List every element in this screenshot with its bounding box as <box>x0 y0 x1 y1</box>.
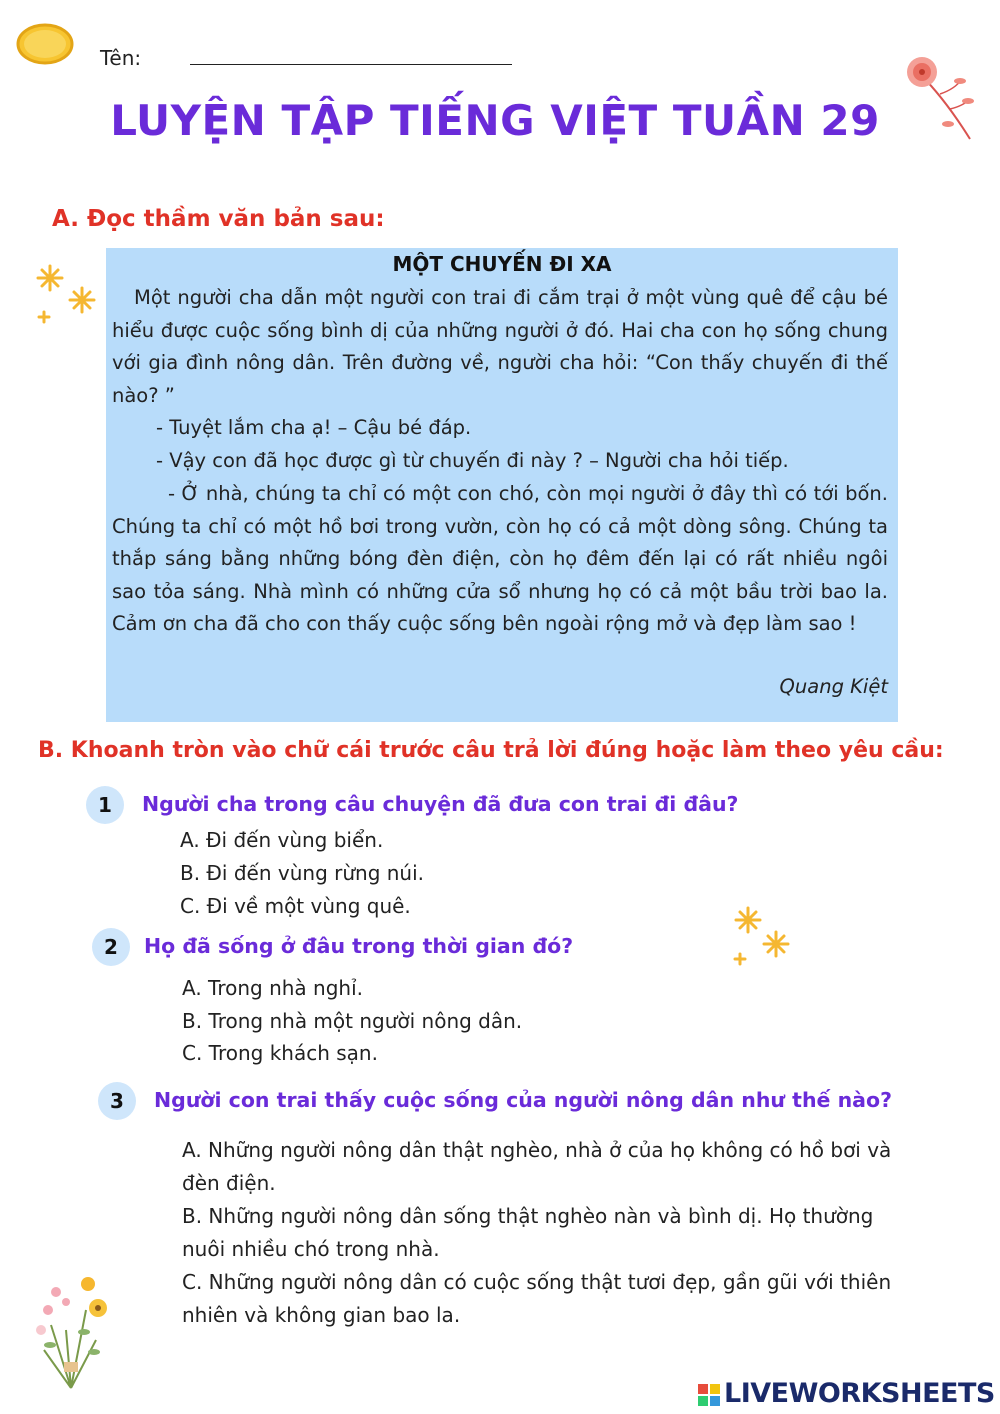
question-2-option-c[interactable]: C. Trong khách sạn. <box>182 1041 378 1065</box>
question-1-option-a[interactable]: A. Đi đến vùng biển. <box>180 828 384 852</box>
name-input-line[interactable] <box>190 64 512 65</box>
story-paragraph-1: Một người cha dẫn một người con trai đi cắm trại ở một vùng quê để cậu bé hiểu được cuộc sống bình dị của những người ở đó. Hai cha con họ sống chung với gia đình nông dân. Trên đường về, người cha hỏi: “Con thấy chuyến đi thế nào? ” <box>112 286 888 407</box>
question-3-option-c[interactable]: C. Những người nông dân có cuộc sống thật tươi đẹp, gần gũi với thiên nhiên và không gian bao la. <box>182 1270 892 1327</box>
question-1-option-b[interactable]: B. Đi đến vùng rừng núi. <box>180 861 425 885</box>
yellow-sparkle-decoration-icon-2 <box>728 904 798 968</box>
story-title: MỘT CHUYẾN ĐI XA <box>392 252 612 276</box>
question-2-option-b[interactable]: B. Trong nhà một người nông dân. <box>182 1009 523 1033</box>
section-b-heading: B. Khoanh tròn vào chữ cái trước câu trả lời đúng hoặc làm theo yêu cầu: <box>38 738 944 763</box>
page-title: LUYỆN TẬP TIẾNG VIỆT TUẦN 29 <box>110 96 880 145</box>
story-paragraph-2: - Ở nhà, chúng ta chỉ có một con chó, còn mọi người ở đây thì có tới bốn. Chúng ta chỉ có một hồ bơi trong vườn, còn họ có cả một dòng sông. Chúng ta thắp sáng bằng những bóng đèn điện, còn họ đêm đến lại có rất nhiều ngôi sao tỏa sáng. Nhà mình có những cửa sổ nhưng họ có cả một bầu trời bao la. Cảm ơn cha đã cho con thấy cuộc sống bên ngoài rộng mở và đẹp làm sao ! <box>112 482 888 636</box>
question-2-text: Họ đã sống ở đâu trong thời gian đó? <box>144 934 574 958</box>
question-3-option-b[interactable]: B. Những người nông dân sống thật nghèo nàn và bình dị. Họ thường nuôi nhiều chó trong nhà. <box>182 1204 874 1261</box>
flower-bouquet-icon <box>26 1270 112 1392</box>
story-author: Quang Kiệt <box>779 675 888 698</box>
section-a-heading: A. Đọc thầm văn bản sau: <box>52 206 385 232</box>
name-label: Tên: <box>100 46 142 70</box>
question-2-option-a[interactable]: A. Trong nhà nghỉ. <box>182 976 363 1000</box>
footer-brand: LIVEWORKSHEETS <box>724 1378 995 1409</box>
yellow-sparkle-decoration-icon <box>32 260 102 326</box>
liveworksheets-logo-icon <box>698 1384 720 1406</box>
question-1-number: 1 <box>86 786 124 824</box>
question-1-option-c[interactable]: C. Đi về một vùng quê. <box>180 894 411 918</box>
story-dialogue-line-2: - Vậy con đã học được gì từ chuyến đi này ? – Người cha hỏi tiếp. <box>156 449 789 472</box>
question-2-number: 2 <box>92 928 130 966</box>
story-dialogue-line-1: - Tuyệt lắm cha ạ! – Cậu bé đáp. <box>156 416 472 439</box>
question-3-number: 3 <box>98 1082 136 1120</box>
yellow-oval-decoration-icon <box>16 22 74 66</box>
question-3-text: Người con trai thấy cuộc sống của người nông dân như thế nào? <box>154 1088 892 1112</box>
question-3-option-a[interactable]: A. Những người nông dân thật nghèo, nhà ở của họ không có hồ bơi và đèn điện. <box>182 1138 892 1195</box>
question-1-text: Người cha trong câu chuyện đã đưa con trai đi đâu? <box>142 792 739 816</box>
